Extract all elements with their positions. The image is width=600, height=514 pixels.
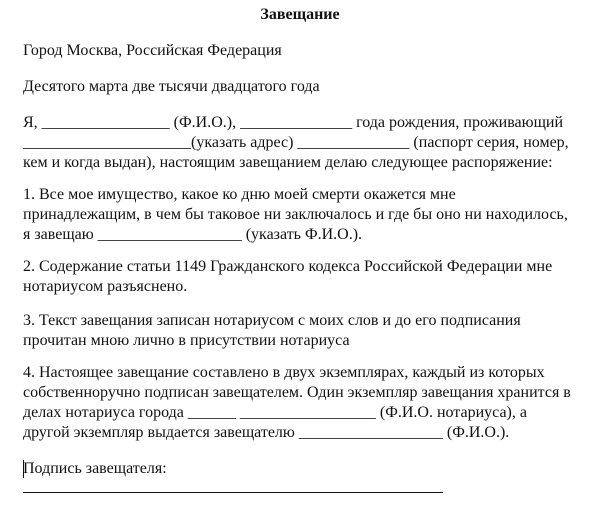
intro-line-3: кем и когда выдан), настоящим завещанием делаю следующее распоряжение: (23, 154, 553, 171)
document-title: Завещание (260, 6, 340, 23)
clause-1-line-1: 1. Все мое имущество, какое ко дню моей смерти окажется мне (23, 186, 456, 203)
clause-4-line-3: делах нотариуса города ______ _________________ (Ф.И.О. нотариуса), а (23, 404, 527, 421)
clause-4-line-1: 4. Настоящее завещание составлено в двух экземплярах, каждый из которых (23, 364, 545, 381)
clause-4-line-2: собственноручно подписан завещателем. Один экземпляр завещания хранится в (23, 384, 571, 401)
clause-4-line-4: другой экземпляр выдается завещателю __________________ (Ф.И.О.). (23, 424, 510, 441)
city-line: Город Москва, Российская Федерация (23, 42, 282, 59)
clause-1-line-3: я завещаю __________________ (указать Ф.И.О.). (23, 226, 363, 243)
signature-line[interactable] (23, 492, 443, 493)
clause-2-line-1: 2. Содержание статьи 1149 Гражданского кодекса Российской Федерации мне (23, 258, 553, 275)
signature-label: Подпись завещателя: (23, 460, 167, 477)
clause-1-line-2: принадлежащим, в чем бы таковое ни заключалось и где бы оно ни находилось, (23, 206, 568, 223)
clause-3-line-1: 3. Текст завещания записан нотариусом с моих слов и до его подписания (23, 312, 521, 329)
intro-line-1: Я, ________________ (Ф.И.О.), ______________ года рождения, проживающий (23, 114, 564, 131)
intro-line-2: _____________________(указать адрес) ______________ (паспорт серия, номер, (23, 134, 569, 151)
date-line: Десятого марта две тысячи двадцатого года (23, 78, 320, 95)
clause-3-line-2: прочитан мною лично в присутствии нотариуса (23, 332, 350, 349)
clause-2-line-2: нотариусом разъяснено. (23, 278, 188, 295)
